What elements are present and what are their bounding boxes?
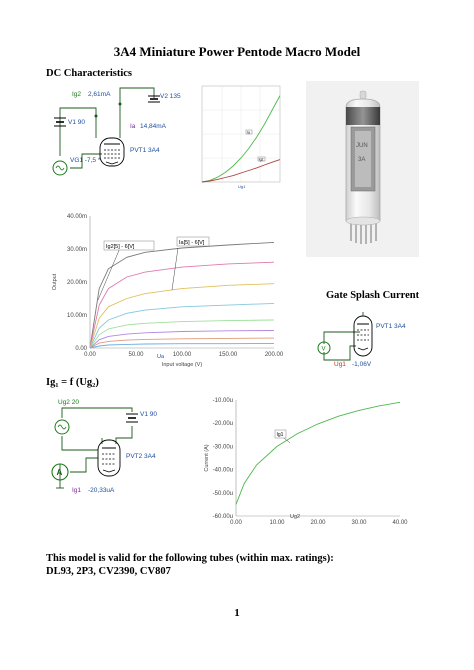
- ig1-chart-x-tick: 0.00: [230, 520, 242, 526]
- main-chart-x-tick: 200.00: [264, 352, 284, 358]
- main-chart-x-tick: 150.00: [218, 352, 238, 358]
- main-chart-x-title: Input voltage (V): [161, 362, 203, 368]
- ig1-chart-y-tick: -20.00u: [212, 421, 233, 428]
- battery-v1-icon: [126, 414, 138, 422]
- schematic-ig1: [46, 394, 176, 504]
- main-chart-ia-label: Ia[5] - 6[V]: [179, 240, 205, 246]
- splash-ug1-label: Ug1: [334, 361, 346, 368]
- ig1-chart-series-line: [236, 402, 400, 504]
- splash-ug1-value: -1,06V: [352, 361, 372, 368]
- small-chart-ia-label: Ia: [247, 130, 250, 135]
- main-chart-x-tag: Ua: [157, 354, 165, 360]
- voltage-source-ug2-icon: [55, 420, 69, 434]
- ug2-label: Ug2 20: [58, 399, 79, 406]
- vg1-label: VG1 -7,5 *: [70, 157, 101, 164]
- pvt1-label: PVT1 3A4: [130, 147, 160, 154]
- voltage-source-vg1-icon: [53, 161, 67, 175]
- page-title: 3A4 Miniature Power Pentode Macro Model: [113, 44, 361, 59]
- tube-splash-icon: [354, 312, 372, 356]
- ig2-label: Ig2: [72, 91, 82, 98]
- ig2-value: 2,61mA: [88, 91, 111, 98]
- ig1-chart-x-tick: 30.00: [351, 520, 367, 526]
- main-chart: [40, 208, 290, 372]
- validity-note-line2: DL93, 2P3, CV2390, CV807: [46, 566, 171, 577]
- main-chart-y-tick: 40.00m: [66, 214, 87, 220]
- tube-pvt1-icon: [100, 138, 124, 166]
- main-chart-y-tick: 20.00m: [66, 280, 87, 286]
- main-chart-series-line: [90, 242, 274, 348]
- ia-value: 14,84mA: [140, 123, 167, 130]
- main-chart-y-tick: 10.00m: [66, 313, 87, 319]
- ig1-chart-series-label: Ig1: [276, 432, 284, 438]
- main-chart-y-title: Output: [52, 273, 58, 291]
- ig1-chart-y-title: Current (A): [204, 444, 210, 472]
- splash-pvt-label: PVT1 3A4: [376, 323, 406, 330]
- main-chart-x-tick: 100.00: [172, 352, 192, 358]
- ig1-chart: [196, 392, 416, 538]
- main-chart-series-line: [90, 303, 274, 348]
- svg-text:V: V: [321, 346, 326, 353]
- small-chart-xlabel: Ug1: [238, 184, 246, 189]
- main-chart-series-line: [90, 338, 274, 348]
- ig1-chart-x-tick: 10.00: [269, 520, 285, 526]
- tube-pvt2-icon: [98, 440, 120, 476]
- ig1-chart-y-tick: -50.00u: [212, 490, 233, 497]
- pvt2-label: PVT2 3A4: [126, 453, 156, 460]
- v1-label-2: V1 90: [140, 411, 157, 418]
- main-chart-ig2-label: Ig2[5] - 6[V]: [106, 244, 135, 250]
- ia-label: Ia: [130, 123, 136, 130]
- ig1-chart-x-tick: 40.00: [392, 520, 408, 526]
- ig1-heading: Ig₁ = f (Ug₂): [46, 377, 99, 388]
- ig1-chart-y-tick: -60.00u: [212, 514, 233, 520]
- main-chart-x-tick: 0.00: [84, 352, 96, 358]
- main-chart-y-tick: 30.00m: [66, 247, 87, 253]
- svg-text:JUN: JUN: [356, 143, 368, 149]
- tube-photo-image: [306, 81, 419, 257]
- ig1-label: Ig1: [72, 487, 82, 494]
- ig1-chart-y-tick: -30.00u: [212, 444, 233, 451]
- validity-note: [46, 552, 334, 578]
- v2-label: V2 135: [160, 93, 181, 100]
- ig1-chart-y-tick: -40.00u: [212, 467, 233, 474]
- gate-splash-heading: Gate Splash Current: [326, 290, 420, 301]
- schematic-dc: [46, 82, 196, 182]
- svg-text:A: A: [56, 468, 63, 477]
- main-chart-x-tick: 50.00: [128, 352, 144, 358]
- svg-text:3A: 3A: [358, 157, 366, 163]
- dc-characteristics-heading: DC Characteristics: [46, 68, 133, 79]
- ig1-chart-x-title: Ug2: [290, 514, 301, 520]
- ig1-chart-x-tick: 20.00: [310, 520, 326, 526]
- validity-note-line1: This model is valid for the following tubes (within max. ratings):: [46, 553, 334, 564]
- ig1-chart-y-tick: -10.00u: [212, 398, 233, 404]
- ig1-value: -20,33uA: [88, 487, 115, 494]
- small-chart-ig-label: Ig2: [258, 157, 264, 162]
- main-chart-y-tick: 0.00: [75, 346, 87, 352]
- v1-label: V1 90: [68, 119, 85, 126]
- page-number: 1: [234, 607, 240, 619]
- tube-photo: [306, 81, 419, 257]
- schematic-gate-splash: [310, 310, 420, 368]
- small-chart: [196, 84, 284, 192]
- main-chart-series-line: [90, 343, 274, 348]
